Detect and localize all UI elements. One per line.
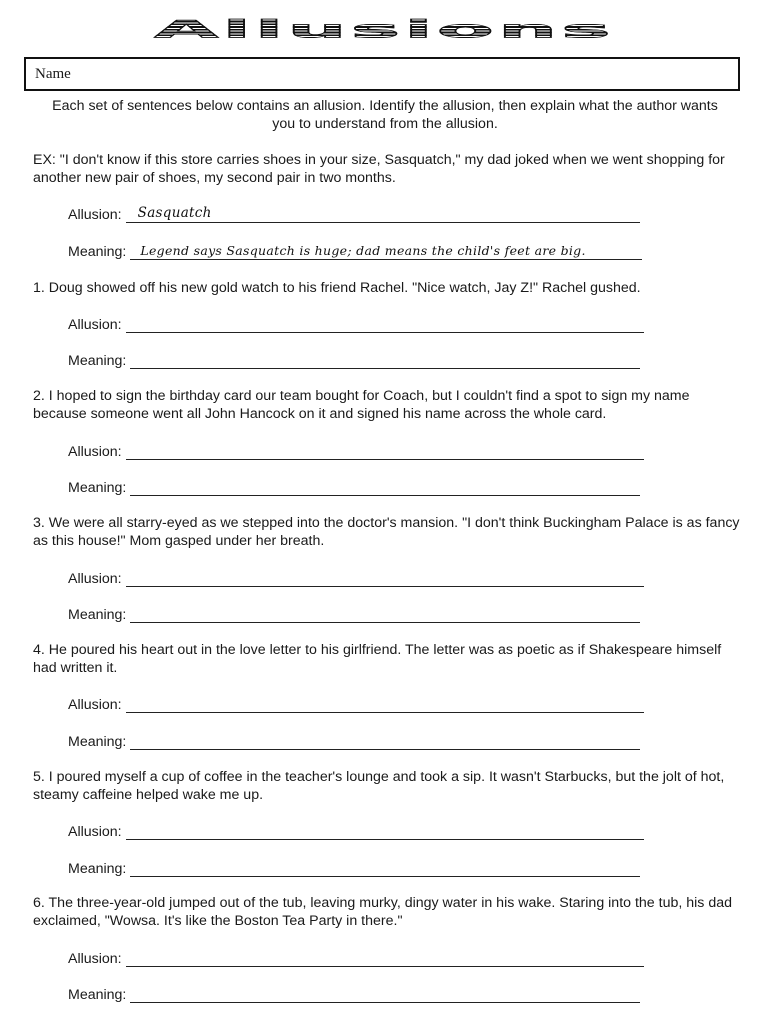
q2-meaning-row	[68, 476, 640, 496]
q6-meaning-row	[68, 983, 640, 1003]
meaning-label: Meaning:	[68, 353, 127, 369]
example-meaning-line	[130, 241, 642, 260]
q5-meaning-row	[68, 857, 640, 877]
q4-meaning-row	[68, 730, 640, 750]
allusion-label: Allusion:	[68, 824, 122, 840]
title-banner	[0, 0, 768, 60]
q1-meaning-line[interactable]	[130, 350, 640, 369]
meaning-label: Meaning:	[68, 861, 127, 877]
meaning-label: Meaning:	[68, 987, 127, 1003]
q4-allusion-line[interactable]	[126, 694, 644, 713]
name-field[interactable]	[24, 57, 740, 91]
allusion-label: Allusion:	[68, 571, 122, 587]
q5-allusion-row	[68, 820, 644, 840]
allusion-label: Allusion:	[68, 207, 122, 223]
q1-allusion-line[interactable]	[126, 314, 644, 333]
question-4: 4. He poured his heart out in the love letter to his girlfriend. The letter was as poetic as if Shakespeare himself had written it.	[33, 642, 722, 676]
example-meaning-row	[68, 240, 642, 260]
allusion-label: Allusion:	[68, 697, 122, 713]
example-allusion-row	[68, 203, 640, 223]
example-text: EX: "I don't know if this store carries shoes in your size, Sasquatch," my dad joked when we went shopping for another new pair of shoes, my second pair in two months.	[33, 152, 725, 186]
q1-allusion-row	[68, 313, 644, 333]
meaning-label: Meaning:	[68, 480, 127, 496]
allusion-label: Allusion:	[68, 951, 122, 967]
meaning-label: Meaning:	[68, 607, 127, 623]
q3-allusion-line[interactable]	[126, 568, 644, 587]
q6-allusion-line[interactable]	[126, 948, 644, 967]
question-1: 1. Doug showed off his new gold watch to his friend Rachel. "Nice watch, Jay Z!" Rachel gushed.	[33, 280, 641, 296]
q5-allusion-line[interactable]	[126, 821, 644, 840]
q2-allusion-line[interactable]	[126, 441, 644, 460]
example-meaning-answer: Legend says Sasquatch is huge; dad means the child's feet are big.	[140, 243, 586, 258]
allusion-label: Allusion:	[68, 444, 122, 460]
q4-meaning-line[interactable]	[130, 731, 640, 750]
question-5: 5. I poured myself a cup of coffee in the teacher's lounge and took a sip. It wasn't Starbucks, but the jolt of hot, steamy caffeine helped wake me up.	[33, 769, 725, 803]
q3-meaning-row	[68, 603, 640, 623]
question-2: 2. I hoped to sign the birthday card our team bought for Coach, but I couldn't find a spot to sign my name because someone went all John Hancock on it and signed his name across the whole card.	[33, 388, 690, 422]
worksheet-title: Allusions	[153, 15, 615, 44]
instructions: Each set of sentences below contains an allusion. Identify the allusion, then explain what the author wants you to understand from the allusion.	[52, 98, 718, 132]
q5-meaning-line[interactable]	[130, 858, 640, 877]
meaning-label: Meaning:	[68, 244, 127, 260]
q6-allusion-row	[68, 947, 644, 967]
q3-allusion-row	[68, 567, 644, 587]
name-label: Name	[35, 66, 71, 82]
q4-allusion-row	[68, 693, 644, 713]
meaning-label: Meaning:	[68, 734, 127, 750]
q3-meaning-line[interactable]	[130, 604, 640, 623]
q1-meaning-row	[68, 349, 640, 369]
question-6: 6. The three-year-old jumped out of the tub, leaving murky, dingy water in his wake. Staring into the tub, his dad exclaimed, "Wowsa. It's like the Boston Tea Party in there."	[33, 895, 732, 929]
example-allusion-line	[126, 204, 640, 223]
allusion-label: Allusion:	[68, 317, 122, 333]
example-allusion-answer: Sasquatch	[137, 205, 212, 221]
q6-meaning-line[interactable]	[130, 984, 640, 1003]
q2-allusion-row	[68, 440, 644, 460]
q2-meaning-line[interactable]	[130, 477, 640, 496]
question-3: 3. We were all starry-eyed as we stepped into the doctor's mansion. "I don't think Buckingham Palace is as fancy as this house!" Mom gasped under her breath.	[33, 515, 740, 549]
